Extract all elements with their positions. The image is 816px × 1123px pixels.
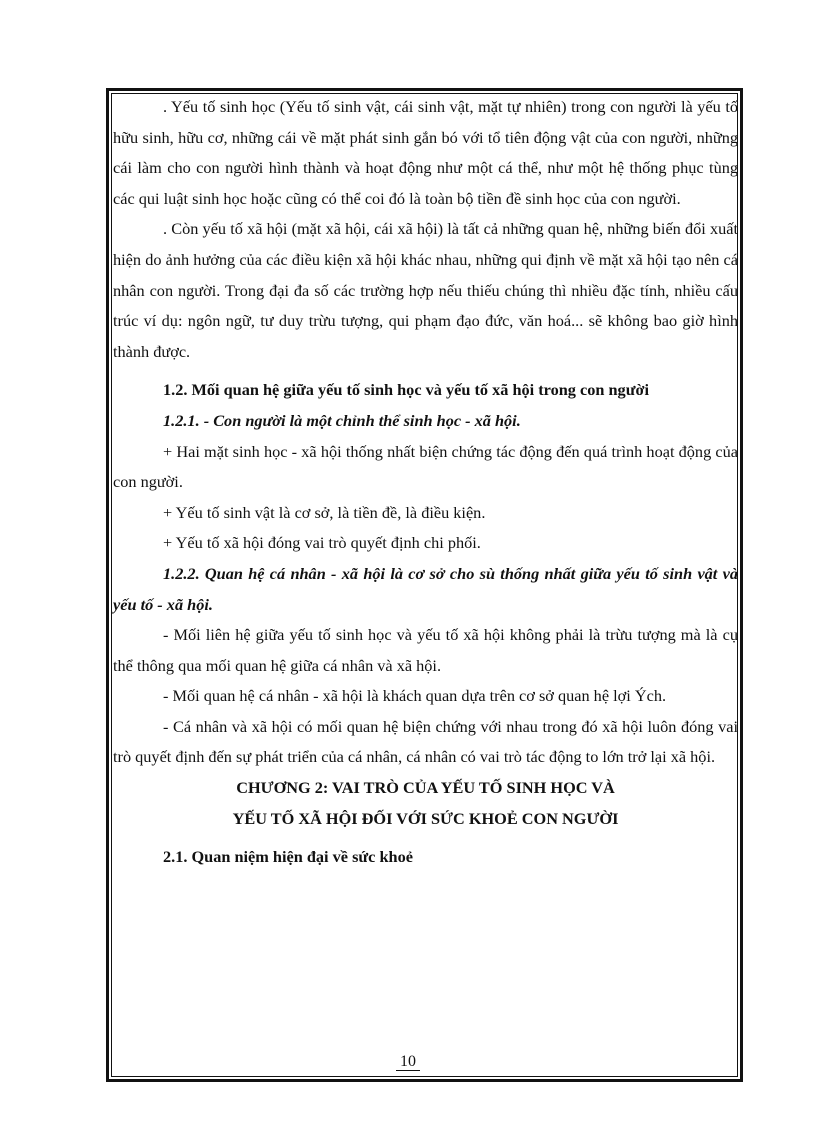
dash-relationship-objective: - Mối quan hệ cá nhân - xã hội là khách quan dựa trên cơ sở quan hệ lợi Ých.	[163, 686, 667, 706]
dash-relationship-concrete: - Mối liên hệ giữa yếu tố sinh học và yếu tố xã hội không phải là trừu tượng mà là cụ thể thông qua mối quan hệ giữa cá nhân và xã hội.	[113, 625, 738, 675]
paragraph-social-factor: . Còn yếu tố xã hội (mặt xã hội, cái xã hội) là tất cả những quan hệ, những biến đổi xuất hiện do ảnh hưởng của các điều kiện xã hội khác nhau, những qui định về mặt xã hội tạo nên cá nhân con người. Trong đại đa số các trường hợp nếu thiếu chúng thì nhiều đặc tính, nhiều cấu trúc ví dụ: ngôn ngữ, tư duy trừu tượng, qui phạm đạo đức, văn hoá... sẽ không bao giờ hình thành được.	[113, 219, 738, 361]
bullet-two-aspects: + Hai mặt sinh học - xã hội thống nhất biện chứng tác động đến quá trình hoạt động của con người.	[113, 441, 738, 492]
page-number-text: 10	[396, 1053, 420, 1071]
bullet-social-decisive: + Yếu tố xã hội đóng vai trò quyết định chi phối.	[163, 533, 481, 553]
document-body	[113, 92, 738, 873]
bullet-biological-basis: + Yếu tố sinh vật là cơ sở, là tiền đề, là điều kiện.	[163, 502, 486, 522]
heading-1-2-2: 1.2.2. Quan hệ cá nhân - xã hội là cơ sở cho sù thống nhất giữa yếu tố sinh vật và yếu tố - xã hội.	[113, 563, 738, 614]
paragraph-biological-factor: . Yếu tố sinh học (Yếu tố sinh vật, cái sinh vật, mặt tự nhiên) trong con người là yếu tố hữu sinh, hữu cơ, những cái về mặt phát sinh gắn bó với tổ tiên động vật của con người, những cái làm cho con người hình thành và hoạt động như một cá thể, như một hệ thống phục tùng các qui luật sinh học hoặc cũng có thể coi đó là toàn bộ tiền đề sinh học của con người.	[113, 97, 738, 208]
heading-1-2-1: 1.2.1. - Con người là một chỉnh thể sinh học - xã hội.	[163, 410, 521, 430]
chapter-title-line-1: CHƯƠNG 2: VAI TRÒ CỦA YẾU TỐ SINH HỌC VÀ	[236, 778, 615, 798]
spacer	[113, 367, 738, 375]
chapter-title-line-2: YẾU TỐ XÃ HỘI ĐỐI VỚI SỨC KHOẺ CON NGƯỜI	[232, 808, 619, 828]
heading-2-1: 2.1. Quan niệm hiện đại về sức khoẻ	[163, 847, 413, 867]
dash-dialectical-relationship: - Cá nhân và xã hội có mối quan hệ biện chứng với nhau trong đó xã hội luôn đóng vai trò quyết định đến sự phát triển của cá nhân, cá nhân có vai trò tác động to lớn trở lại xã hội.	[113, 716, 738, 767]
spacer	[113, 834, 738, 842]
heading-1-2: 1.2. Mối quan hệ giữa yếu tố sinh học và yếu tố xã hội trong con người	[163, 380, 649, 400]
page-number	[0, 1053, 816, 1071]
